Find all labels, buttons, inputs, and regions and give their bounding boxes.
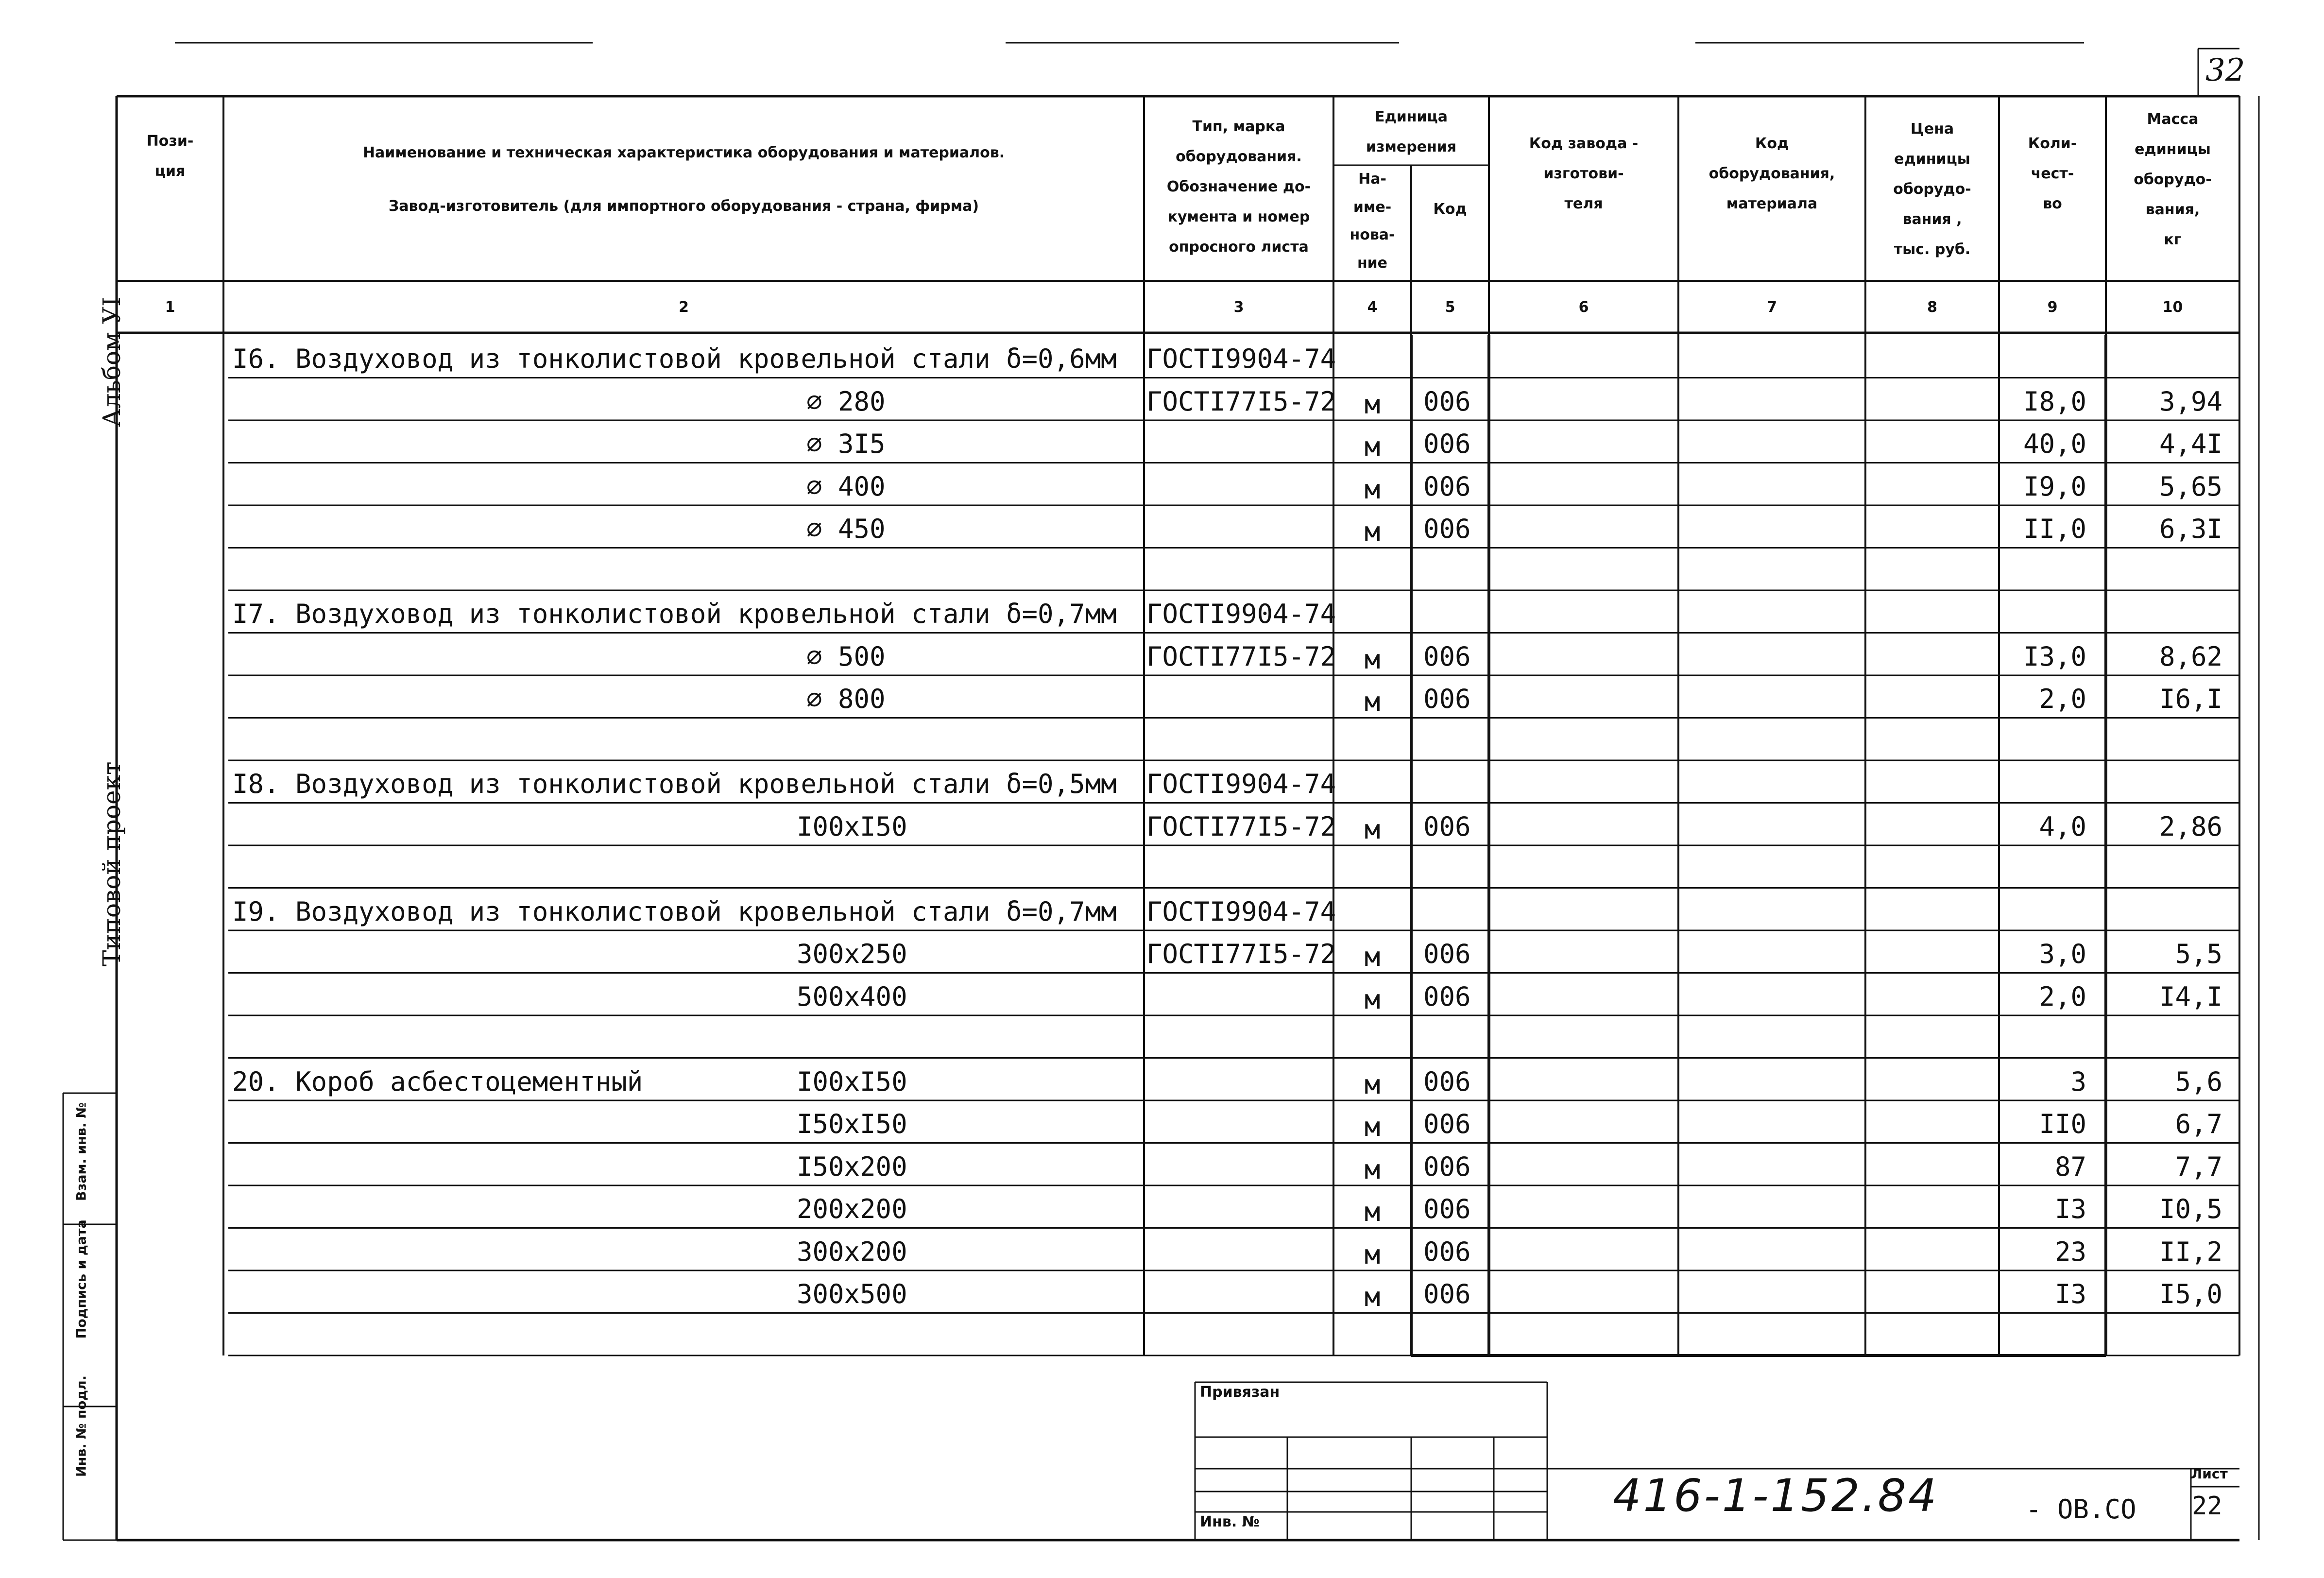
item-unit-code: 006	[1423, 471, 1471, 502]
header-plant-code	[1489, 129, 1678, 219]
header-unit-name	[1333, 165, 1411, 277]
item-quantity: I3	[2054, 1194, 2086, 1224]
item-quantity: I9,0	[2023, 471, 2086, 502]
item-quantity: 40,0	[2023, 429, 2086, 459]
header-line: Коли-	[2028, 135, 2077, 152]
header-unit-group	[1333, 102, 1489, 162]
item-type: ГОСТI77I5-72	[1146, 939, 1336, 969]
header-line: нова-	[1350, 226, 1395, 243]
item-mass: I0,5	[2159, 1194, 2222, 1224]
inv-podl-label: Инв. № подл.	[74, 1375, 89, 1477]
header-line: име-	[1353, 198, 1392, 216]
header-line: изготови-	[1543, 165, 1624, 182]
item-name: 20. Короб асбестоцементный	[232, 1066, 643, 1097]
column-number: 9	[2047, 299, 2058, 316]
header-line: опросного листа	[1169, 239, 1309, 256]
item-mass: 6,3I	[2159, 514, 2222, 544]
item-type: ГОСТI77I5-72	[1146, 386, 1336, 417]
item-quantity: I3,0	[2023, 641, 2086, 672]
item-unit-code: 006	[1423, 684, 1471, 714]
item-size: 300x200	[797, 1236, 907, 1267]
column-number: 6	[1578, 299, 1589, 316]
item-unit: м	[1364, 474, 1381, 505]
column-number: 4	[1367, 299, 1378, 316]
item-unit-code: 006	[1423, 1151, 1471, 1182]
sheet-number: 22	[2192, 1492, 2222, 1521]
item-type: ГОСТI9904-74	[1146, 599, 1336, 629]
header-line: Масса	[2147, 111, 2199, 128]
item-mass: 5,5	[2175, 939, 2222, 969]
item-unit: м	[1364, 516, 1381, 547]
item-size: 500x400	[797, 981, 907, 1012]
item-quantity: 2,0	[2039, 684, 2086, 714]
column-number: 1	[165, 299, 175, 316]
item-type: ГОСТI9904-74	[1146, 896, 1336, 927]
item-unit-code: 006	[1423, 514, 1471, 544]
item-quantity: 87	[2054, 1151, 2086, 1182]
item-quantity: II,0	[2023, 514, 2086, 544]
item-type: ГОСТI9904-74	[1146, 343, 1336, 374]
item-mass: 2,86	[2159, 811, 2222, 842]
header-line: чест-	[2031, 165, 2074, 182]
stamp-inv-no: Инв. №	[1200, 1513, 1260, 1530]
item-unit: м	[1364, 942, 1381, 972]
item-type: ГОСТI77I5-72	[1146, 641, 1336, 672]
header-line: во	[2043, 195, 2062, 212]
header-line: Код	[1755, 135, 1789, 152]
column-number: 7	[1767, 299, 1777, 316]
header-line: Наименование и техническая характеристика оборудования и материалов.	[362, 144, 1005, 161]
header-line: единицы	[2135, 141, 2211, 158]
column-number: 3	[1233, 299, 1244, 316]
header-line: кумента и номер	[1167, 208, 1310, 225]
header-line: ция	[154, 163, 186, 180]
item-name: I8. Воздуховод из тонколистовой кровельной стали δ=0,5мм	[232, 769, 1117, 799]
header-line: кг	[2164, 231, 2182, 248]
item-unit: м	[1364, 686, 1381, 717]
item-unit: м	[1364, 984, 1381, 1015]
item-unit-code: 006	[1423, 981, 1471, 1012]
header-name	[223, 126, 1144, 233]
document-suffix: - ОВ.СО	[2026, 1494, 2136, 1525]
header-line: Тип, марка	[1192, 118, 1285, 135]
item-quantity: II0	[2039, 1109, 2086, 1139]
column-number: 10	[2162, 299, 2183, 316]
header-line: Пози-	[146, 133, 194, 150]
header-line: материала	[1726, 195, 1818, 212]
header-line: оборудо-	[2134, 171, 2212, 188]
item-unit-code: 006	[1423, 1279, 1471, 1309]
item-size: 300x500	[797, 1279, 907, 1309]
item-unit-code: 006	[1423, 429, 1471, 459]
header-line: теля	[1564, 195, 1603, 212]
header-line: Завод-изготовитель (для импортного оборудования - страна, фирма)	[388, 198, 979, 215]
header-mass	[2106, 104, 2239, 255]
column-number: 2	[679, 299, 689, 316]
header-price	[1865, 114, 1999, 265]
header-line: На-	[1358, 171, 1386, 188]
header-line: Единица	[1375, 108, 1448, 125]
item-unit-code: 006	[1423, 1236, 1471, 1267]
item-unit-code: 006	[1423, 386, 1471, 417]
item-mass: II,2	[2159, 1236, 2222, 1267]
column-number: 5	[1445, 299, 1455, 316]
item-name: I6. Воздуховод из тонколистовой кровельной стали δ=0,6мм	[232, 343, 1117, 374]
item-size: ∅ 3I5	[806, 429, 886, 459]
item-unit: м	[1364, 1282, 1381, 1312]
item-mass: 3,94	[2159, 386, 2222, 417]
page-number: 32	[2205, 52, 2245, 88]
header-line: Код	[1433, 201, 1467, 218]
header-unit-code	[1411, 194, 1489, 224]
item-quantity: 3	[2070, 1066, 2086, 1097]
item-size: 300x250	[797, 939, 907, 969]
item-unit-code: 006	[1423, 811, 1471, 842]
item-size: I00xI50	[797, 811, 907, 842]
item-mass: 5,6	[2175, 1066, 2222, 1097]
item-name: I7. Воздуховод из тонколистовой кровельной стали δ=0,7мм	[232, 599, 1117, 629]
item-quantity: 3,0	[2039, 939, 2086, 969]
project-label: Типовой проект	[98, 761, 126, 966]
header-line: ние	[1357, 254, 1388, 272]
item-mass: I6,I	[2159, 684, 2222, 714]
album-label: Альбом УI	[98, 297, 126, 427]
item-size: 200x200	[797, 1194, 907, 1224]
item-unit: м	[1364, 814, 1381, 845]
item-unit: м	[1364, 431, 1381, 462]
header-equip-code	[1678, 129, 1865, 219]
item-unit-code: 006	[1423, 1109, 1471, 1139]
header-line: оборудования,	[1709, 165, 1835, 182]
item-unit-code: 006	[1423, 939, 1471, 969]
item-unit: м	[1364, 1197, 1381, 1227]
header-line: Код завода -	[1529, 135, 1639, 152]
item-unit: м	[1364, 389, 1381, 420]
item-unit: м	[1364, 1069, 1381, 1100]
item-unit-code: 006	[1423, 1066, 1471, 1097]
header-line: тыс. руб.	[1894, 241, 1971, 258]
item-size: ∅ 800	[806, 684, 886, 714]
item-unit: м	[1364, 644, 1381, 675]
item-size: ∅ 280	[806, 386, 886, 417]
item-mass: 6,7	[2175, 1109, 2222, 1139]
item-type: ГОСТI77I5-72	[1146, 811, 1336, 842]
stamp-privyazan: Привязан	[1200, 1384, 1280, 1401]
item-quantity: I8,0	[2023, 386, 2086, 417]
item-unit: м	[1364, 1239, 1381, 1270]
item-quantity: 23	[2054, 1236, 2086, 1267]
header-line: единицы	[1894, 151, 1970, 168]
header-pos	[117, 126, 223, 187]
item-quantity: I3	[2054, 1279, 2086, 1309]
item-mass: I5,0	[2159, 1279, 2222, 1309]
item-unit-code: 006	[1423, 641, 1471, 672]
item-name: I9. Воздуховод из тонколистовой кровельной стали δ=0,7мм	[232, 896, 1117, 927]
item-type: ГОСТI9904-74	[1146, 769, 1336, 799]
column-number: 8	[1927, 299, 1937, 316]
header-line: оборудо-	[1893, 181, 1971, 198]
item-size: ∅ 400	[806, 471, 886, 502]
header-type	[1144, 112, 1333, 262]
item-mass: I4,I	[2159, 981, 2222, 1012]
item-unit: м	[1364, 1154, 1381, 1185]
header-line: оборудования.	[1176, 148, 1302, 165]
item-size: I50x200	[797, 1151, 907, 1182]
item-mass: 7,7	[2175, 1151, 2222, 1182]
sheet-label: Лист	[2191, 1466, 2228, 1482]
item-quantity: 4,0	[2039, 811, 2086, 842]
item-size: ∅ 500	[806, 641, 886, 672]
document-code: 416-1-152.84	[1613, 1470, 1939, 1522]
vzam-inv-label: Взам. инв. №	[74, 1102, 89, 1201]
header-line: Обозначение до-	[1166, 178, 1311, 195]
item-mass: 4,4I	[2159, 429, 2222, 459]
item-unit: м	[1364, 1112, 1381, 1142]
header-line: Цена	[1910, 120, 1954, 137]
item-mass: 5,65	[2159, 471, 2222, 502]
header-line: вания ,	[1902, 211, 1962, 228]
header-qty	[1999, 129, 2106, 219]
item-mass: 8,62	[2159, 641, 2222, 672]
header-line: вания,	[2145, 201, 2200, 218]
item-size: I00xI50	[797, 1066, 907, 1097]
item-unit-code: 006	[1423, 1194, 1471, 1224]
item-quantity: 2,0	[2039, 981, 2086, 1012]
podpis-data-label: Подпись и дата	[74, 1219, 89, 1339]
item-size: I50xI50	[797, 1109, 907, 1139]
item-size: ∅ 450	[806, 514, 886, 544]
header-line: измерения	[1366, 138, 1457, 155]
